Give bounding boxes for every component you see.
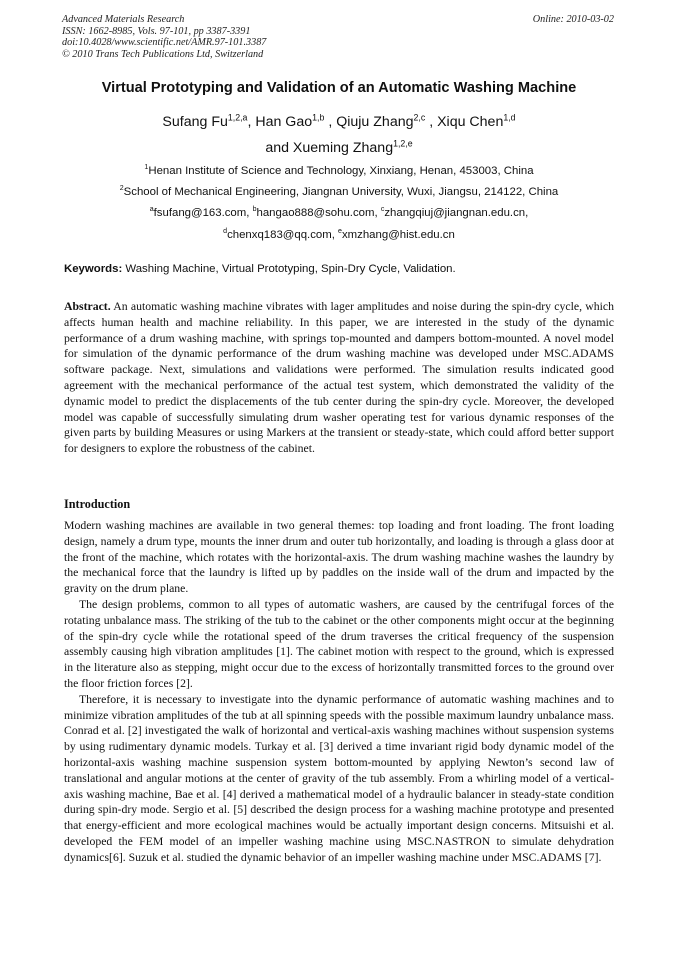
author-name: Han Gao bbox=[255, 114, 313, 130]
author-separator: , bbox=[247, 114, 256, 130]
journal-copyright: © 2010 Trans Tech Publications Ltd, Switzerland bbox=[62, 48, 264, 60]
email: chenxq183@qq.com, bbox=[227, 229, 339, 241]
author-line-2 bbox=[20, 140, 658, 156]
affiliation-2 bbox=[20, 186, 658, 198]
journal-issn: ISSN: 1662-8985, Vols. 97-101, pp 3387-3391 bbox=[62, 25, 251, 37]
author-name: and Xueming Zhang bbox=[265, 140, 394, 156]
author-sup: 1,2,a bbox=[227, 112, 248, 123]
author-sup: 1,2,e bbox=[393, 138, 413, 149]
journal-name: Advanced Materials Research bbox=[62, 14, 185, 25]
affiliation-text: School of Mechanical Engineering, Jiangnan University, Wuxi, Jiangsu, 214122, China bbox=[123, 186, 559, 198]
author-sup: 1,b bbox=[312, 112, 325, 123]
section-heading-introduction: Introduction bbox=[64, 497, 131, 511]
abstract bbox=[64, 299, 614, 457]
abstract-text: An automatic washing machine vibrates with lager amplitudes and noise during the spin-dry cycle, which affects human health and machine reliability. In this paper, we are interested in the study of the dynamic performance of a drum washing machine, with springs top-mounted and dampers bottom-mounted. A novel model for simulation of the dynamic performance of the drum washing machine was developed under MSC.ADAMS software package. Next, simulations and validations were performed. The simulation results indicated good agreement with the mechanical performance of the actual test system, which demonstrated the validity of the dynamic model to predict the displacements of the tub center during the spin-dry cycle. Moreover, the developed model was capable of successfully simulating drum washer operating test for various dynamic responses of the given parts by building Measures or using Markers at the transient or steady-state, which could afford better support for designers to explore the robustness of the cabinet. bbox=[64, 300, 614, 456]
email-sup: e bbox=[338, 228, 342, 236]
email: zhangqiuj@jiangnan.edu.cn, bbox=[384, 207, 529, 219]
journal-doi: doi:10.4028/www.scientific.net/AMR.97-101.3387 bbox=[62, 37, 267, 48]
author-sup: 2,c bbox=[413, 112, 426, 123]
author-line-1 bbox=[20, 114, 658, 130]
affiliation-sup: 1 bbox=[144, 164, 149, 172]
journal-info bbox=[62, 14, 614, 60]
author-name: Sufang Fu bbox=[162, 114, 228, 130]
keywords bbox=[64, 263, 456, 275]
affiliation-1 bbox=[20, 165, 658, 177]
email-line-2 bbox=[20, 229, 658, 241]
author-separator: , bbox=[324, 114, 337, 130]
email: xmzhang@hist.edu.cn bbox=[341, 229, 455, 241]
keywords-text: Washing Machine, Virtual Prototyping, Spin-Dry Cycle, Validation. bbox=[122, 263, 456, 275]
paragraph: The design problems, common to all types of automatic washers, are caused by the centrifugal forces of the rotating unbalance mass. The striking of the tub to the cabinet or the other components might occur at the beginning of the spin-dry cycle while the rotational speed of the drum traverses the critical frequency of the suspension assembly causing high vibration amplitudes [1]. The cabinet motion with respect to the ground, which is expressed in the literature also as stepping, might occur due to the excess of horizontally transmitted forces to the ground over the floor friction forces [2]. bbox=[64, 597, 614, 690]
keywords-label: Keywords: bbox=[64, 263, 123, 275]
abstract-label: Abstract. bbox=[64, 300, 111, 313]
paragraph: Modern washing machines are available in two general themes: top loading and front loading. The front loading design, namely a drum type, mounts the inner drum and outer tub horizontally, and loading is through a glass door at the front of the machine, which rotates with the horizontal-axis. The drum washing machine washes the laundry by the mechanical force that the laundry is lifted up by paddles on the inside wall of the drum and impacted by the gravity on the drum plane. bbox=[64, 519, 614, 596]
paper-title: Virtual Prototyping and Validation of an Automatic Washing Machine bbox=[101, 80, 577, 96]
author-name: Qiuju Zhang bbox=[336, 114, 414, 130]
online-date: Online: 2010-03-02 bbox=[532, 14, 614, 25]
journal-header bbox=[62, 14, 614, 60]
author-name: Xiqu Chen bbox=[437, 114, 504, 130]
paragraph: Therefore, it is necessary to investigate into the dynamic performance of automatic washing machines and to minimize vibration amplitudes of the tub at all spinning speeds with the possible maximum laundry unbalance mass. Conrad et al. [2] investigated the walk of horizontal and vertical-axis washing machines without suspension systems by using rudimentary dynamic models. Turkay et al. [3] derived a time invariant rigid body dynamic model of the horizontal-axis washing machine suspension system bottom-mounted by applying Newton’s second law of translational and angular motions at the center of gravity of the tub assembly. From a whirling model of a vertical-axis washing machine, Bae et al. [4] derived a mathematical model of a hydraulic balancer in steady-state condition during spin-dry mode. Sergio et al. [5] described the design process for a washing machine prototype and presented that energy-efficient and more ecological machines would be actually important design concerns. Mitsuishi et al. developed the FEM model of an impeller washing machine using MSC.NASTRON to simulate dehydration dynamics[6]. Suzuk et al. studied the dynamic behavior of an impeller washing machine under MSC.ADAMS [7]. bbox=[64, 692, 614, 864]
author-sup: 1,d bbox=[503, 112, 516, 123]
email: fsufang@163.com, bbox=[153, 207, 253, 219]
email-sup: b bbox=[252, 206, 257, 214]
affiliation-text: Henan Institute of Science and Technology, Xinxiang, Henan, 453003, China bbox=[148, 165, 534, 177]
author-separator: , bbox=[425, 114, 438, 130]
email-sup: c bbox=[380, 206, 385, 214]
email-sup: d bbox=[223, 228, 228, 236]
email: hangao888@sohu.com, bbox=[256, 207, 381, 219]
email-line-1 bbox=[20, 207, 658, 219]
affiliation-sup: 2 bbox=[119, 185, 124, 193]
email-sup: a bbox=[149, 206, 154, 214]
introduction-body bbox=[64, 518, 614, 866]
